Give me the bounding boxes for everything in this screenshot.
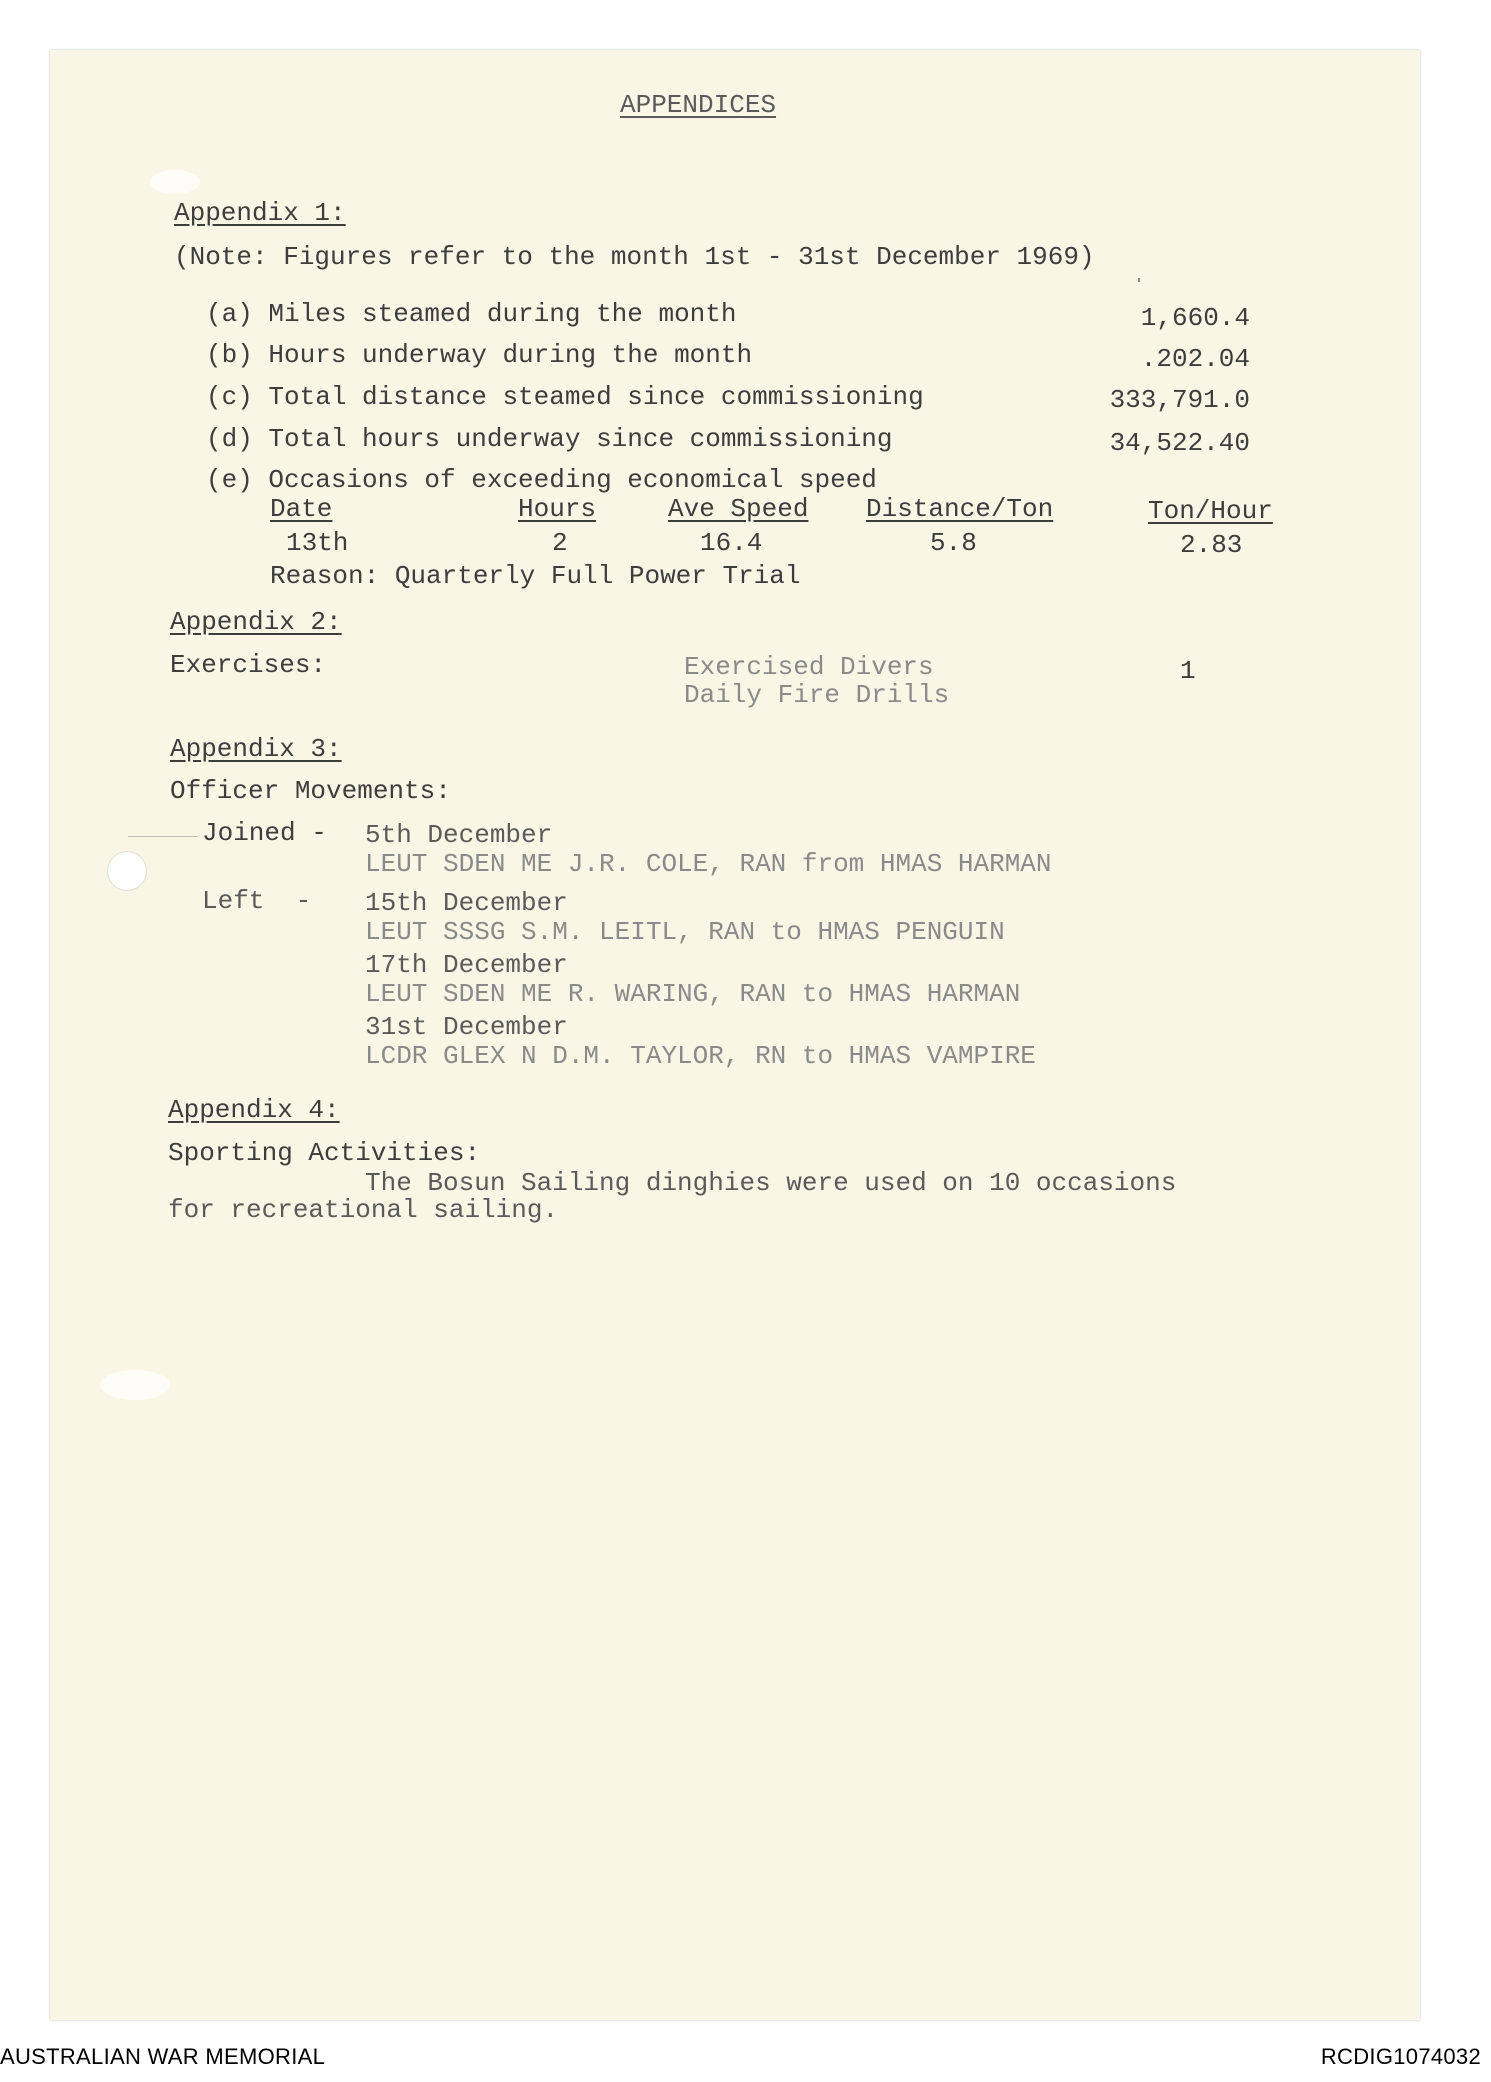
exercises-label: Exercises: bbox=[170, 650, 327, 680]
exercise-item: Daily Fire Drills bbox=[684, 680, 950, 710]
appendix-2-heading: Appendix 2: bbox=[170, 607, 342, 637]
col-header-ton-hour: Ton/Hour bbox=[1148, 496, 1273, 526]
punch-hole-top bbox=[107, 851, 147, 891]
exercise-item: Exercised Divers bbox=[684, 652, 934, 682]
sporting-activities-label: Sporting Activities: bbox=[168, 1138, 481, 1168]
punch-hole-bottom bbox=[100, 1370, 170, 1400]
col-header-distance-ton: Distance/Ton bbox=[866, 494, 1054, 524]
item-b-label: (b) Hours underway during the month bbox=[206, 340, 753, 370]
margin-dash bbox=[128, 836, 198, 837]
trial-reason: Reason: Quarterly Full Power Trial bbox=[270, 561, 801, 591]
footer-source: AUSTRALIAN WAR MEMORIAL bbox=[0, 2044, 326, 2069]
left-officer: LEUT SSSG S.M. LEITL, RAN to HMAS PENGUIN bbox=[365, 917, 1005, 947]
joined-officer: LEUT SDEN ME J.R. COLE, RAN from HMAS HARMAN bbox=[365, 849, 1052, 879]
left-date: 15th December bbox=[365, 888, 568, 918]
page-title: APPENDICES bbox=[620, 90, 777, 120]
item-c-value: 333,791.0 bbox=[1109, 385, 1250, 415]
appendix-1-note: (Note: Figures refer to the month 1st - 31st December 1969) bbox=[174, 242, 1095, 272]
joined-label: Joined - bbox=[202, 818, 327, 848]
item-c-label: (c) Total distance steamed since commissioning bbox=[206, 382, 924, 412]
sporting-activities-text: for recreational sailing. bbox=[168, 1195, 559, 1225]
sporting-activities-text: The Bosun Sailing dinghies were used on 10 occasions bbox=[365, 1168, 1177, 1198]
cell-distance-ton: 5.8 bbox=[930, 528, 977, 558]
appendix-1-heading: Appendix 1: bbox=[174, 198, 346, 228]
item-e-label: (e) Occasions of exceeding economical speed bbox=[206, 465, 877, 495]
item-d-value: 34,522.40 bbox=[1109, 428, 1250, 458]
left-label: Left - bbox=[202, 886, 312, 916]
joined-date: 5th December bbox=[365, 820, 553, 850]
col-header-ave-speed: Ave Speed bbox=[668, 494, 809, 524]
cell-date: 13th bbox=[286, 528, 349, 558]
appendix-4-heading: Appendix 4: bbox=[168, 1095, 340, 1125]
cell-ave-speed: 16.4 bbox=[700, 528, 763, 558]
exercise-count: 1 bbox=[1180, 656, 1196, 686]
item-a-label: (a) Miles steamed during the month bbox=[206, 299, 737, 329]
officer-movements-label: Officer Movements: bbox=[170, 776, 451, 806]
item-b-value: .202.04 bbox=[1140, 344, 1250, 374]
footer-reference: RCDIG1074032 bbox=[1320, 2044, 1481, 2069]
appendix-3-heading: Appendix 3: bbox=[170, 734, 342, 764]
cell-ton-hour: 2.83 bbox=[1180, 530, 1243, 560]
stray-mark bbox=[1138, 278, 1140, 282]
col-header-date: Date bbox=[270, 494, 333, 524]
left-officer: LEUT SDEN ME R. WARING, RAN to HMAS HARMAN bbox=[365, 979, 1021, 1009]
left-officer: LCDR GLEX N D.M. TAYLOR, RN to HMAS VAMPIRE bbox=[365, 1041, 1036, 1071]
left-date: 17th December bbox=[365, 950, 568, 980]
cell-hours: 2 bbox=[552, 528, 568, 558]
item-d-label: (d) Total hours underway since commissioning bbox=[206, 424, 893, 454]
col-header-hours: Hours bbox=[518, 494, 597, 524]
item-a-value: 1,660.4 bbox=[1140, 303, 1250, 333]
paper-crease bbox=[150, 170, 200, 194]
left-date: 31st December bbox=[365, 1012, 568, 1042]
